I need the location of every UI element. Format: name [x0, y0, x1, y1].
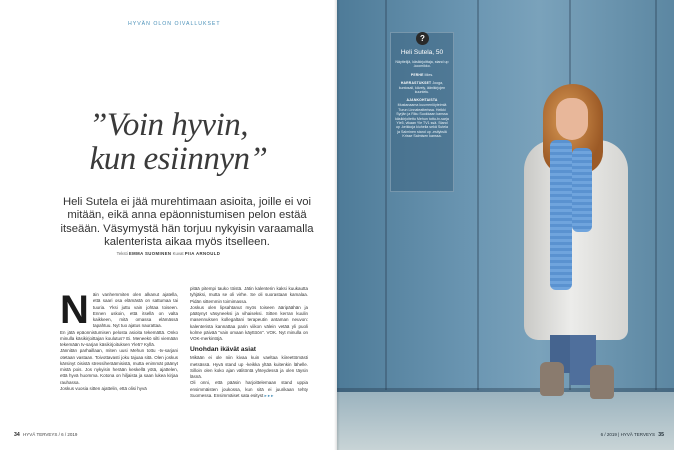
portrait-woman [512, 80, 652, 420]
profile-name: Heli Sutela, 50 [400, 49, 444, 56]
paragraph [190, 380, 308, 399]
boot [540, 362, 564, 396]
blue-scarf [550, 140, 572, 290]
headline [0, 108, 337, 176]
paragraph: äin vanhemmiten olen alkanut ajatella, että saari osa elämästä on sattumaa tai tuuria. Yksi juttu vain johtaa toiseen. Ennen uskoin, että itsellä on valta kaikkeen, mitä omassa elämässä tapahtuu. Nyt tuo ajatus naurattaa. [92, 292, 178, 329]
credit-photo-label: Kuvat [172, 251, 184, 256]
folio-left [14, 432, 77, 438]
profile-family-head: PERHE [410, 72, 424, 77]
profile-family-text: Mies. [424, 72, 434, 77]
face [556, 98, 588, 140]
wall-panel-seam [477, 0, 479, 390]
profile-infobox [390, 32, 454, 192]
folio-text: 6 / 2019 | HYVÄ TERVEYS [600, 432, 655, 437]
wall-panel-seam [385, 0, 387, 390]
credits [0, 251, 337, 256]
credit-photo-author: PIIA ARNOULD [184, 251, 221, 256]
article-column-1 [60, 288, 178, 392]
credit-text-label: Teksti [116, 251, 128, 256]
folio-right [601, 432, 664, 438]
continue-arrows-icon: ▸▸▸ [264, 392, 275, 398]
spine-shadow [334, 0, 340, 450]
wall-panel-seam [655, 0, 657, 390]
lead-paragraph: Heli Sutela ei jää murehtimaan asioita, joille ei voi mitään, eikä anna epäonnistumisen pelon estää itseään. Väsymystä hän torjuu nykyisin varaamalla kalenterista aikaa myös itselleen. [60, 196, 314, 249]
paragraph: En jätä epäonnistumisen pelosta asioita tekemättä. Onko minulla käsikirjoittajan koulutus? Ei. Meneekö silti viemään tekemään tv-sarjan käsikirjoituksen Yle5? Kyllä. [60, 329, 178, 347]
paragraph-text: Oli onni, että pääsin harjoittelemaan stand uppia ensimmäisten joukossa, kun sitä ei juurikaan tehty Suomessa. Ensimmäiset sata esityst [190, 380, 308, 398]
profile-intro: Näyttelijä, käsikirjoittaja, stand up -koomikko. [395, 60, 449, 69]
paragraph: Joskus olen lipsahtanut myös toiseen ääripäähän ja päätynyt väsyneeksi ja vihaiseksi. Sitten kerran kuulin masennuksen kollegaltani terapeutin antaman neuvon: kalenterista kannattaa parin viikon välein vetää yli puoli kolme päivää "vain omaan käyttöön". VOK. Nyt minulla on VOK-merkintöjä. [190, 304, 308, 341]
paragraph: Jännitän parhaillaan, miten uusi Mehun tottu -tv-sarjani otetaan vastaan. Toivottavasti joku tajuaa sitä. Olen joskus kärsinyt öisistä stressiheräämisistä, mutta enimmät päänyt mistä pois. Jos nykyisin herään keskellä yötä, ajattelen, että hyvä huomma. Kotona on hiljaista ja saan lukea kirjaa rauhassa. [60, 348, 178, 385]
boot [590, 365, 614, 399]
headline-line-1: ”Voin hyvin, [89, 107, 248, 143]
profile-hobbies-text: Jooga, kuntosali, kävely, äänikirjojen kuuntelu. [398, 81, 446, 95]
headline-line-2: kun esiinnyn” [89, 141, 268, 177]
paragraph: pitää pitempi tauko töistä. Jätin kalenterin kaksi kuukautta tyhjäksi, mutta se oli virhe. Se oli suorastaan kamalaa. Pidän sittemmin toimimassa. [190, 286, 308, 304]
subheading: Unohdan ikävät asiat [190, 346, 256, 354]
folio-text: HYVÄ TERVEYS / 6 / 2019 [23, 432, 78, 437]
question-icon: ? [416, 32, 429, 45]
credit-text-author: EMMA SUOMINEN [128, 251, 172, 256]
blue-scarf-end [572, 148, 592, 232]
page-number: 35 [658, 432, 664, 438]
profile-hobbies-head: HARRASTUKSET [400, 81, 432, 86]
page-number: 34 [14, 432, 20, 438]
profile-hobbies [395, 81, 449, 94]
paragraph: Joskus vuosia sitten ajattelin, että olisi hyvä [60, 385, 147, 391]
right-page-photo [337, 0, 674, 450]
article-column-2 [190, 286, 308, 399]
profile-current-text: Mustanaama kuumeniöyteimiä Turun Linnateatterissa. Heikki Syrjän ja Riku Suokkaan kanssa käsikirjoitettu Mehun tottu-tv-sarja Yle5, vikaan Yle TV1 ssä. Stand up -keikkoja kiuhella sekä Sutela ja Salminen stand up -esityksiä Krisse Salmisen kanssa. [395, 103, 449, 139]
profile-family [395, 73, 449, 77]
paragraph: Mikään ei ole niin kivaa kuin vaeltaa kiireettömästi metsässä. Hyvä stand up -keikka yltää kuitenkin lähelle. Silloin olen koko ajan välitöntä yhteydessä ja olen täysin läsnä. [190, 355, 308, 379]
profile-current-head: AJANKOHTAISTA [406, 98, 438, 103]
drop-cap: N [60, 288, 89, 332]
section-label: HYVÄN OLON OIVALLUKSET [128, 21, 221, 27]
